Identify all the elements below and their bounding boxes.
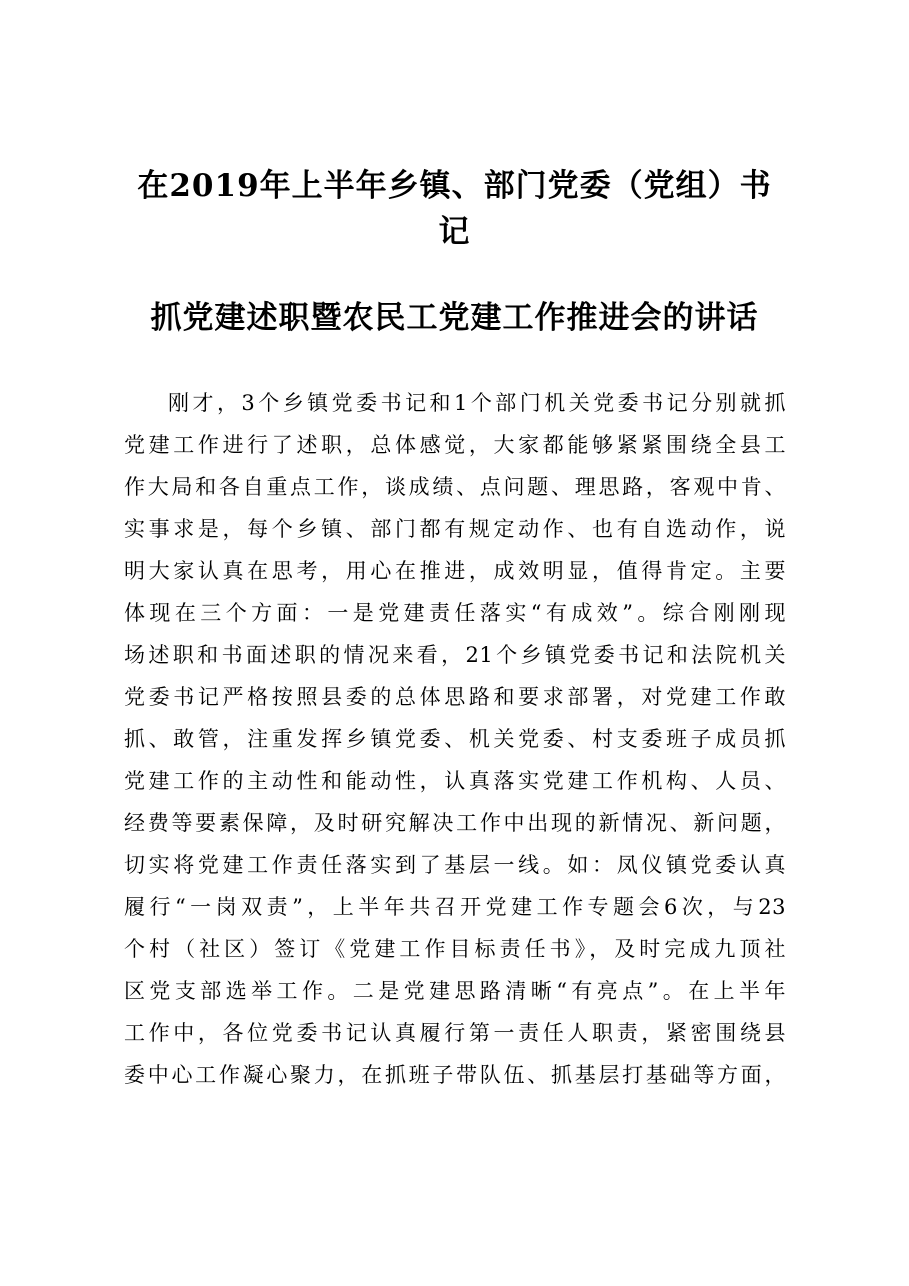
body-line: 刚才，3个乡镇党委书记和1个部门机关党委书记分别就抓 <box>168 391 786 415</box>
subtitle: 抓党建述职暨农民工党建工作推进会的讲话 <box>150 300 759 336</box>
body-line: 党建工作进行了述职，总体感觉，大家都能够紧紧围绕全县工 <box>124 433 786 457</box>
body-line: 场述职和书面述职的情况来看，21个乡镇党委书记和法院机关 <box>124 643 786 667</box>
body-line: 经费等要素保障，及时研究解决工作中出现的新情况、新问题， <box>124 811 786 835</box>
body-line: 切实将党建工作责任落实到了基层一线。如：凤仪镇党委认真 <box>124 853 786 877</box>
body-line: 党委书记严格按照县委的总体思路和要求部署，对党建工作敢 <box>124 685 786 709</box>
body-line: 抓、敢管，注重发挥乡镇党委、机关党委、村支委班子成员抓 <box>124 727 786 751</box>
body-line: 实事求是，每个乡镇、部门都有规定动作、也有自选动作，说 <box>124 517 786 541</box>
body-paragraph <box>124 382 786 1096</box>
body-line: 党建工作的主动性和能动性，认真落实党建工作机构、人员、 <box>124 769 786 793</box>
body-line: 明大家认真在思考，用心在推进，成效明显，值得肯定。主要 <box>124 559 786 583</box>
body-line: 委中心工作凝心聚力，在抓班子带队伍、抓基层打基础等方面， <box>124 1063 786 1087</box>
body-line: 工作中，各位党委书记认真履行第一责任人职责，紧密围绕县 <box>124 1021 786 1045</box>
body-line: 个村（社区）签订《党建工作目标责任书》，及时完成九顶社 <box>124 937 786 961</box>
title-line-2: 记 <box>438 214 471 250</box>
title-line-1: 在2019年上半年乡镇、部门党委（党组）书 <box>137 168 772 204</box>
body-line: 作大局和各自重点工作，谈成绩、点问题、理思路，客观中肯、 <box>124 475 786 499</box>
body-line: 履行“一岗双责”，上半年共召开党建工作专题会6次，与23 <box>124 895 786 919</box>
body-line: 体现在三个方面：一是党建责任落实“有成效”。综合刚刚现 <box>124 601 786 625</box>
body-line: 区党支部选举工作。二是党建思路清晰“有亮点”。在上半年 <box>124 979 786 1003</box>
